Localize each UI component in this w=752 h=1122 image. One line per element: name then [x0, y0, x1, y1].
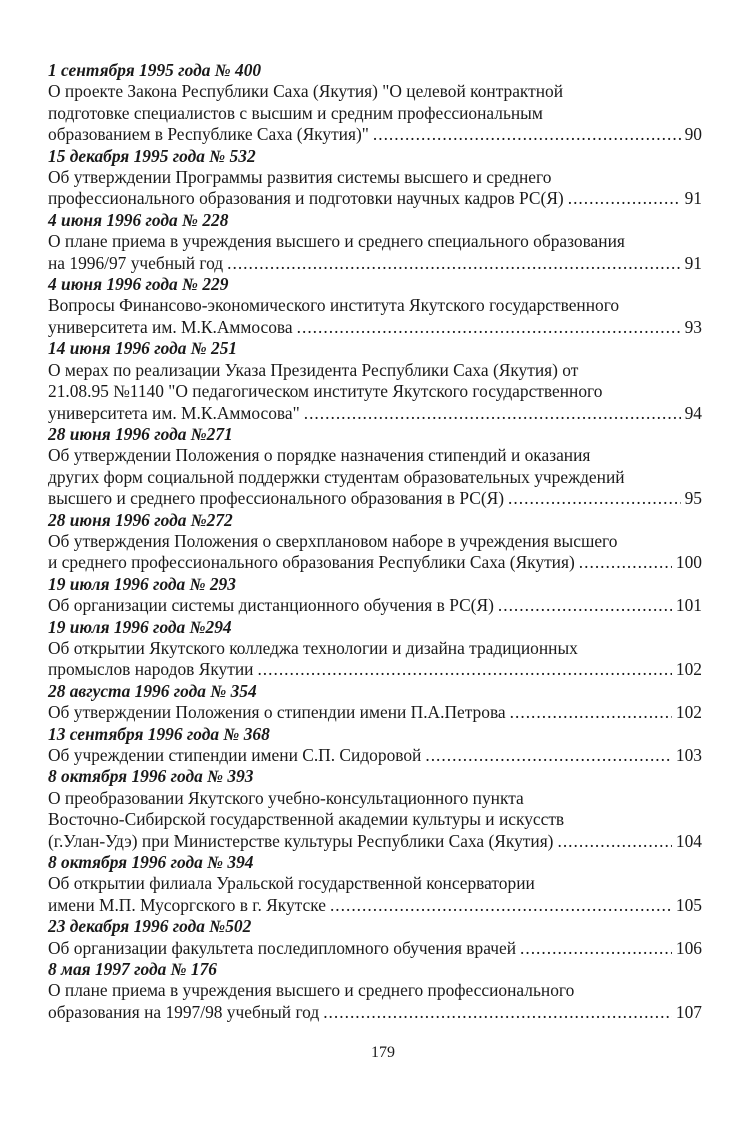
toc-entry — [48, 60, 702, 146]
entry-date-heading: 1 сентября 1995 года № 400 — [48, 60, 262, 80]
entry-title-line: университета им. М.К.Аммосова — [48, 316, 293, 337]
entry-title-line: и среднего профессионального образования Республики Саха (Якутия) — [48, 552, 575, 573]
entry-last-line — [48, 488, 702, 509]
toc-entry — [48, 510, 702, 574]
dot-leader — [579, 552, 672, 573]
entry-page-number: 102 — [675, 702, 702, 723]
dot-leader — [297, 317, 681, 338]
dot-leader — [304, 403, 681, 424]
table-of-contents — [48, 60, 702, 1023]
entry-last-line — [48, 702, 702, 723]
entry-page-number: 104 — [675, 830, 702, 851]
entry-title-line: Об утверждении Положения о порядке назначения стипендий и оказания — [48, 445, 591, 466]
dot-leader — [257, 659, 671, 680]
entry-title-line: О плане приема в учреждения высшего и среднего специального образования — [48, 231, 625, 252]
dot-leader — [510, 702, 672, 723]
entry-title-line: Об организации системы дистанционного обучения в РС(Я) — [48, 595, 494, 616]
entry-last-line — [48, 831, 702, 852]
entry-page-number: 100 — [675, 552, 702, 573]
toc-entry — [48, 617, 702, 681]
entry-date-heading: 19 июля 1996 года №294 — [48, 616, 232, 637]
entry-date-heading: 23 декабря 1996 года №502 — [48, 916, 252, 937]
dot-leader — [227, 253, 680, 274]
entry-last-line — [48, 124, 702, 145]
entry-page-number: 105 — [675, 894, 702, 915]
toc-entry — [48, 574, 702, 617]
toc-entry — [48, 338, 702, 424]
entry-title-line: университета им. М.К.Аммосова" — [48, 402, 300, 423]
entry-title-line: на 1996/97 учебный год — [48, 252, 224, 273]
page-number: 179 — [371, 1044, 395, 1061]
entry-title-line: Об утверждения Положения о сверхплановом наборе в учреждения высшего — [48, 530, 618, 551]
entry-last-line — [48, 895, 702, 916]
entry-last-line — [48, 552, 702, 573]
dot-leader — [508, 488, 681, 509]
entry-title-line: Об открытии филиала Уральской государственной консерватории — [48, 873, 535, 894]
entry-date-heading: 19 июля 1996 года № 293 — [48, 573, 236, 594]
entry-title-line: Об утверждении Программы развития системы высшего и среднего — [48, 167, 552, 188]
dot-leader — [568, 188, 681, 209]
entry-title-line: Об организации факультета последипломного обучения врачей — [48, 937, 517, 958]
dot-leader — [557, 831, 671, 852]
entry-title-line: Об учреждении стипендии имени С.П. Сидоровой — [48, 745, 422, 765]
entry-title-line: О преобразовании Якутского учебно-консультационного пункта — [48, 787, 524, 808]
entry-title-line: профессионального образования и подготовки научных кадров РС(Я) — [48, 188, 564, 209]
entry-date-heading: 28 июня 1996 года №271 — [48, 423, 233, 444]
entry-title-line: образованием в Республике Саха (Якутия)" — [48, 124, 369, 145]
toc-entry — [48, 724, 702, 767]
entry-page-number: 94 — [684, 402, 702, 423]
toc-entry — [48, 852, 702, 916]
entry-page-number: 107 — [675, 1001, 702, 1022]
entry-title-line: образования на 1997/98 учебный год — [48, 1001, 320, 1022]
entry-title-line: (г.Улан-Удэ) при Министерстве культуры Республики Саха (Якутия) — [48, 830, 554, 851]
toc-entry — [48, 274, 702, 338]
entry-last-line — [48, 317, 702, 338]
entry-date-heading: 4 июня 1996 года № 228 — [48, 209, 229, 230]
entry-last-line — [48, 1002, 702, 1023]
entry-title-line: имени М.П. Мусоргского в г. Якутске — [48, 894, 326, 915]
entry-page-number: 91 — [684, 252, 702, 273]
entry-date-heading: 14 июня 1996 года № 251 — [48, 338, 238, 359]
toc-entry — [48, 766, 702, 852]
entry-date-heading: 13 сентября 1996 года № 368 — [48, 723, 270, 744]
entry-page-number: 103 — [675, 745, 702, 765]
entry-last-line — [48, 745, 702, 766]
entry-last-line — [48, 938, 702, 959]
entry-page-number: 93 — [684, 316, 702, 337]
entry-title-line: Об утверждении Положения о стипендии имени П.А.Петрова — [48, 702, 506, 723]
entry-page-number: 91 — [684, 188, 702, 209]
dot-leader — [498, 595, 672, 616]
entry-last-line — [48, 403, 702, 424]
dot-leader — [330, 895, 672, 916]
entry-last-line — [48, 253, 702, 274]
entry-title-line: Об открытии Якутского колледжа технологии и дизайна традиционных — [48, 637, 578, 658]
toc-entry — [48, 146, 702, 210]
entry-last-line — [48, 595, 702, 616]
entry-page-number: 95 — [684, 488, 702, 509]
toc-entry — [48, 916, 702, 959]
entry-date-heading: 28 июня 1996 года №272 — [48, 509, 233, 530]
entry-date-heading: 8 мая 1997 года № 176 — [48, 959, 217, 980]
entry-title-line: промыслов народов Якутии — [48, 659, 254, 680]
entry-date-heading: 28 августа 1996 года № 354 — [48, 680, 257, 701]
toc-entry — [48, 210, 702, 274]
entry-page-number: 90 — [684, 124, 702, 145]
entry-date-heading: 4 июня 1996 года № 229 — [48, 274, 229, 295]
toc-entry — [48, 681, 702, 724]
entry-page-number: 101 — [675, 595, 702, 616]
toc-entry — [48, 959, 702, 1023]
entry-title-line: Восточно-Сибирской государственной академии культуры и искусств — [48, 809, 565, 830]
entry-title-line: высшего и среднего профессионального образования в РС(Я) — [48, 488, 505, 509]
entry-title-line: других форм социальной поддержки студентам образовательных учреждений — [48, 466, 625, 487]
entry-title-line: Вопросы Финансово-экономического института Якутского государственного — [48, 295, 620, 316]
entry-title-line: подготовке специалистов с высшим и средним профессиональным — [48, 102, 543, 123]
entry-last-line — [48, 659, 702, 680]
entry-last-line — [48, 188, 702, 209]
entry-page-number: 106 — [675, 937, 702, 958]
dot-leader — [373, 124, 681, 145]
entry-date-heading: 15 декабря 1995 года № 532 — [48, 145, 256, 166]
entry-page-number: 102 — [675, 659, 702, 680]
entry-date-heading: 8 октября 1996 года № 393 — [48, 766, 254, 787]
dot-leader — [323, 1002, 672, 1023]
entry-date-heading: 8 октября 1996 года № 394 — [48, 852, 254, 873]
entry-title-line: О мерах по реализации Указа Президента Республики Саха (Якутия) от — [48, 359, 579, 380]
entry-title-line: О плане приема в учреждения высшего и среднего профессионального — [48, 980, 575, 1001]
entry-title-line: 21.08.95 №1140 "О педагогическом институте Якутского государственного — [48, 381, 603, 402]
dot-leader — [425, 745, 672, 766]
toc-entry — [48, 424, 702, 510]
entry-title-line: О проекте Закона Республики Саха (Якутия) "О целевой контрактной — [48, 81, 564, 102]
dot-leader — [520, 938, 672, 959]
